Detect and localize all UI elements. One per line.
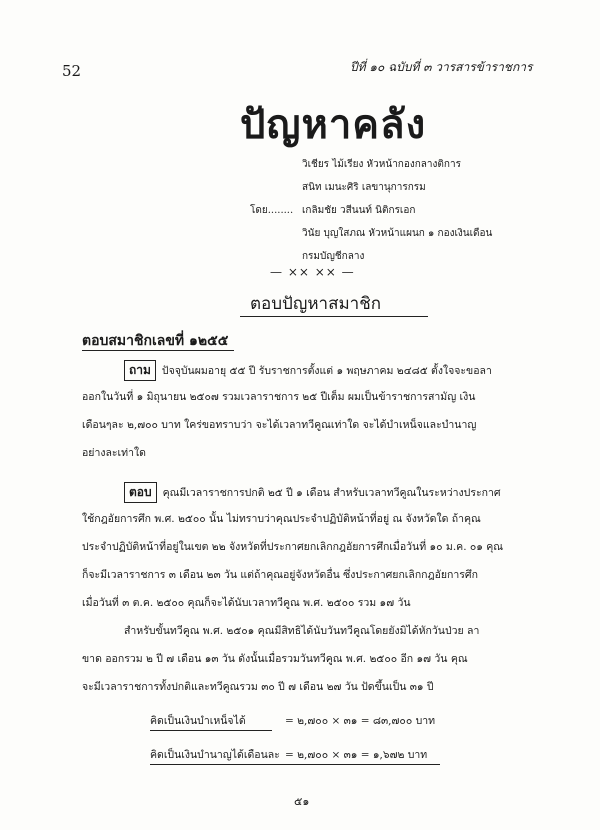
answer-line: ขาด ออกรวม ๒ ปี ๗ เดือน ๑๓ วัน ดังนั้นเมื่อรวมวันทวีคูณ พ.ศ. ๒๕๐๐ อีก ๑๗ วัน คุณ <box>82 653 468 665</box>
question-line <box>124 360 492 381</box>
by-label: โดย........ <box>250 205 294 216</box>
member-heading: ตอบสมาชิกเลขที่ ๑๒๕๕ <box>82 333 229 349</box>
committee-block <box>250 153 492 268</box>
footer-page-number: ๕๑ <box>294 795 310 808</box>
answer-line: ประจำปฏิบัติหน้าที่อยู่ในเขต ๒๒ จังหวัดที่ประกาศยกเลิกกฎอัยการศึกเมื่อวันที่ ๑๐ ม.ค. ๐๑ คุณ <box>82 541 504 553</box>
member-heading-underline <box>82 350 234 351</box>
calc-underline <box>150 730 272 731</box>
answer-line: เมื่อวันที่ ๓ ต.ค. ๒๕๐๐ คุณก็จะได้นับเวลาทวีคูณ พ.ศ. ๒๕๐๐ รวม ๑๗ วัน <box>82 597 411 609</box>
answer-line: ก็จะมีเวลาราชการ ๓ เดือน ๒๓ วัน แต่ถ้าคุณอยู่จังหวัดอื่น ซึ่งประกาศยกเลิกกฎอัยการศึก <box>82 569 478 581</box>
committee-member: วินัย บุญใสภณ หัวหน้าแผนก ๑ กองเงินเดือน <box>302 228 493 239</box>
calc-expression: = ๒,๗๐๐ × ๓๑ = ๘๓,๗๐๐ บาท <box>285 715 436 727</box>
answer-line <box>124 482 501 503</box>
calc-label: คิดเป็นเงินบำนาญได้เดือนละ <box>150 749 280 761</box>
answer-line: ใช้กฎอัยการศึก พ.ศ. ๒๕๐๐ นั้น ไม่ทราบว่าคุณประจำปฏิบัติหน้าที่อยู่ ณ จังหวัดใด ถ้าคุณ <box>82 513 481 525</box>
committee-member: กรมบัญชีกลาง <box>302 251 365 262</box>
answer-text: คุณมีเวลาราชการปกติ ๒๕ ปี ๑ เดือน สำหรับเวลาทวีคูณในระหว่างประกาศ <box>162 487 501 499</box>
answer-label: ตอบ <box>124 482 157 503</box>
calc-expression: = ๒,๗๐๐ × ๓๑ = ๑,๖๗๒ บาท <box>285 749 428 761</box>
subtitle-underline <box>240 316 428 317</box>
section-divider: — ×× ×× — <box>270 265 355 279</box>
committee-member: เกลิมชัย วสีนนท์ นิติกรเอก <box>302 205 416 216</box>
page-number: 52 <box>62 62 82 80</box>
question-text: ปัจจุบันผมอายุ ๕๕ ปี รับราชการตั้งแต่ ๑ พฤษภาคม ๒๔๘๕ ตั้งใจจะขอลา <box>161 365 492 377</box>
question-line: อย่างละเท่าใด <box>82 447 146 459</box>
question-line: เดือนๆละ ๒,๗๐๐ บาท ใคร่ขอทราบว่า จะได้เวลาทวีคูณเท่าใด จะได้บำเหน็จและบำนาญ <box>82 419 477 431</box>
committee-line <box>250 222 492 245</box>
committee-line <box>250 153 492 176</box>
journal-header: ปีที่ ๑๐ ฉบับที่ ๓ วารสารข้าราชการ <box>350 60 533 74</box>
committee-member: สนิท เมนะศิริ เลขานุการกรม <box>302 182 426 193</box>
answer-line: จะมีเวลาราชการทั้งปกติและทวีคูณรวม ๓๐ ปี ๗ เดือน ๒๗ วัน ปัดขึ้นเป็น ๓๑ ปี <box>82 681 434 693</box>
answer-line: สำหรับขั้นทวีคูณ พ.ศ. ๒๕๐๑ คุณมีสิทธิได้นับวันทวีคูณโดยยังมิได้หักวันป่วย ลา <box>124 625 480 637</box>
question-label: ถาม <box>124 360 156 381</box>
page-title: ปัญหาคลัง <box>240 101 427 148</box>
calc-underline <box>150 764 440 765</box>
calc-row <box>150 746 427 763</box>
calc-label: คิดเป็นเงินบำเหน็จได้ <box>150 715 246 727</box>
question-line: ออกในวันที่ ๑ มิถุนายน ๒๕๐๗ รวมเวลาราชการ ๒๕ ปีเต็ม ผมเป็นข้าราชการสามัญ เงิน <box>82 391 476 403</box>
calc-row <box>150 712 435 729</box>
committee-line <box>250 176 492 199</box>
section-subtitle: ตอบปัญหาสมาชิก <box>250 294 382 314</box>
committee-member: วิเชียร ไม้เรียง หัวหน้ากองกลางติการ <box>302 159 461 170</box>
committee-line <box>250 199 492 222</box>
